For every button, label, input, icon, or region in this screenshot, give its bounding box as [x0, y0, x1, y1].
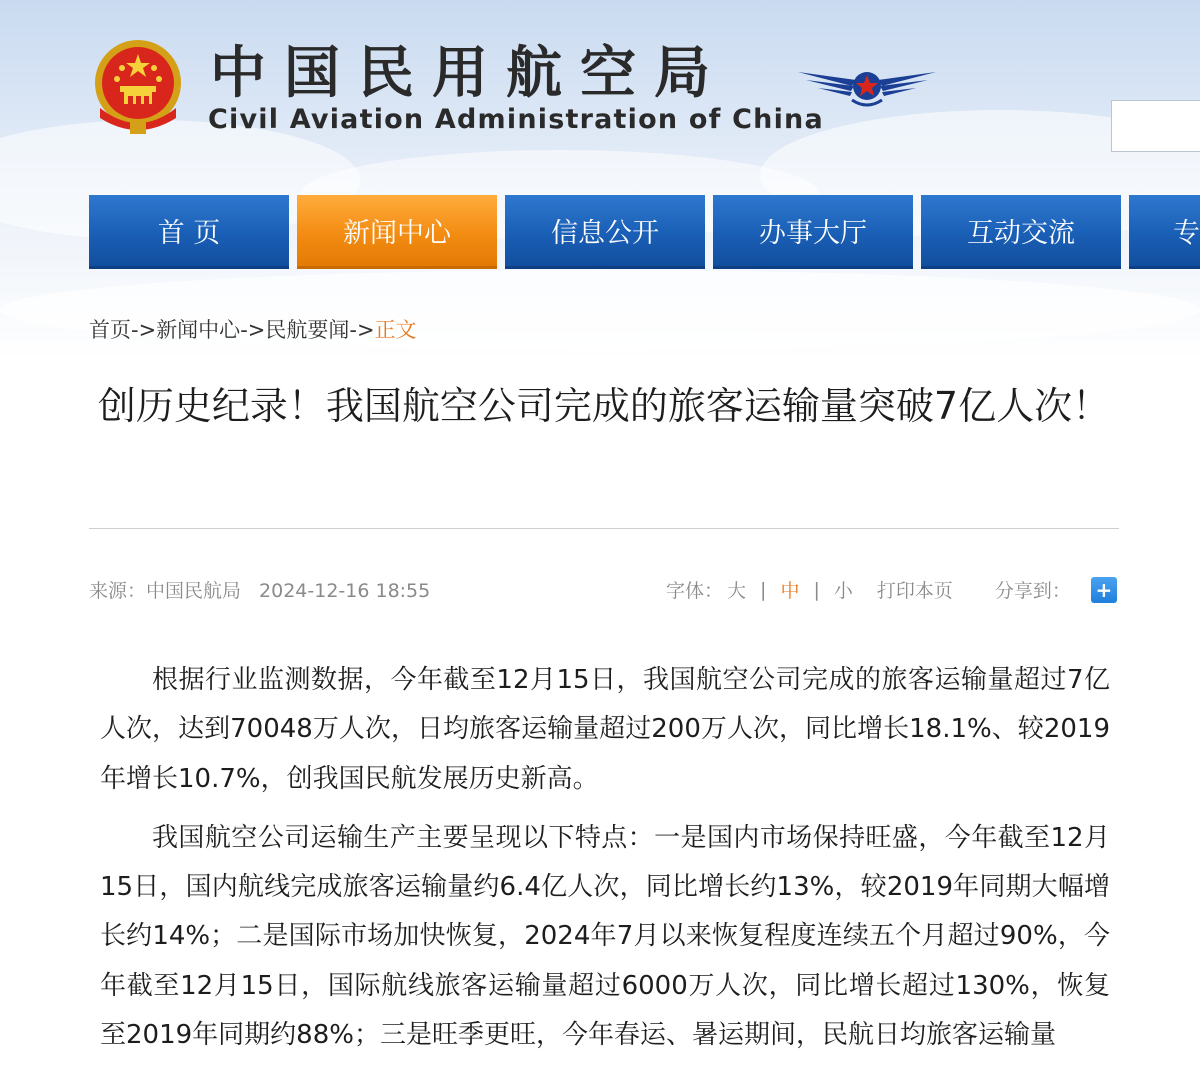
- article-source: 来源：中国民航局: [89, 580, 242, 602]
- site-title-cn: 中国民用航空局: [210, 41, 728, 106]
- search-input[interactable]: [1111, 100, 1200, 152]
- breadcrumb: [89, 314, 417, 344]
- nav-item-news-center[interactable]: 新闻中心: [297, 195, 497, 269]
- breadcrumb-aviation-news[interactable]: 民航要闻: [265, 318, 350, 342]
- article-meta: [89, 576, 430, 603]
- font-size-large[interactable]: 大: [727, 580, 747, 602]
- font-size-small[interactable]: 小: [833, 580, 853, 602]
- nav-item-home[interactable]: 首 页: [89, 195, 289, 269]
- article-paragraph: 根据行业监测数据，今年截至12月15日，我国航空公司完成的旅客运输量超过7亿人次，达到70048万人次，日均旅客运输量超过200万人次，同比增长18.1%、较2019年增长10.7%，创我国民航发展历史新高。: [100, 665, 1110, 794]
- article-paragraph: 我国航空公司运输生产主要呈现以下特点：一是国内市场保持旺盛，今年截至12月15日，国内航线完成旅客运输量约6.4亿人次，同比增长约13%，较2019年同期大幅增长约14%；二是国际市场加快恢复，2024年7月以来恢复程度连续五个月超过90%，今年截至12月15日，国际航线旅客运输量超过6000万人次，同比增长超过130%，恢复至2019年同期约88%；三是旺季更旺，今年春运、暑运期间，民航日均旅客运输量: [100, 822, 1110, 1051]
- breadcrumb-separator: ->: [349, 318, 375, 342]
- divider: |: [760, 578, 767, 601]
- divider: |: [813, 578, 820, 601]
- breadcrumb-news-center[interactable]: 新闻中心: [156, 318, 241, 342]
- breadcrumb-home[interactable]: 首页: [89, 318, 131, 342]
- share-label: 分享到：: [994, 580, 1071, 602]
- article-body: [100, 656, 1110, 1067]
- nav-item-service-hall[interactable]: 办事大厅: [713, 195, 913, 269]
- nav-item-info-disclosure[interactable]: 信息公开: [505, 195, 705, 269]
- article-datetime: 2024-12-16 18:55: [259, 580, 431, 602]
- caac-wings-logo-icon: [796, 66, 938, 110]
- title-divider: [89, 528, 1119, 529]
- article-title: 创历史纪录！我国航空公司完成的旅客运输量突破7亿人次！: [97, 384, 1111, 428]
- national-emblem-icon: [92, 38, 184, 136]
- article-tools: [666, 576, 1117, 603]
- font-size-medium[interactable]: 中: [780, 580, 800, 602]
- breadcrumb-separator: ->: [240, 318, 266, 342]
- nav-item-interaction[interactable]: 互动交流: [921, 195, 1121, 269]
- breadcrumb-current: 正文: [374, 318, 417, 342]
- share-plus-button[interactable]: +: [1091, 577, 1117, 603]
- breadcrumb-separator: ->: [131, 318, 157, 342]
- site-title-en: Civil Aviation Administration of China: [208, 104, 824, 135]
- font-size-label: 字体：: [666, 580, 724, 602]
- main-nav: [89, 195, 1200, 269]
- print-page-link[interactable]: 打印本页: [876, 580, 953, 602]
- nav-item-special[interactable]: 专: [1129, 195, 1200, 269]
